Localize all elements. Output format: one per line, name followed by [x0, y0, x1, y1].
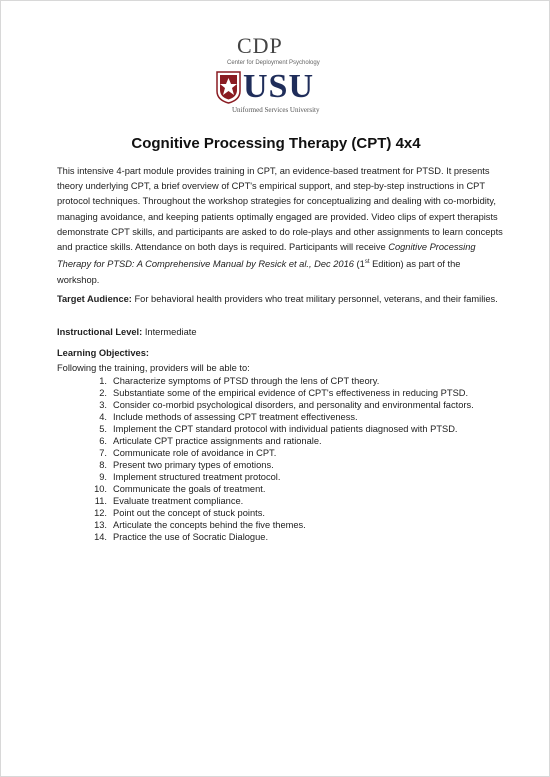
item-number: 6. [99, 436, 107, 446]
cdp-subtitle: Center for Deployment Psychology [227, 60, 320, 66]
item-text: Communicate the goals of treatment. [113, 484, 266, 494]
item-text: Implement structured treatment protocol. [113, 472, 281, 482]
intro-paragraph [57, 164, 503, 288]
item-number: 1. [99, 376, 107, 386]
list-item [85, 423, 474, 435]
item-text: Evaluate treatment compliance. [113, 496, 244, 506]
item-text: Present two primary types of emotions. [113, 460, 274, 470]
item-text: Articulate the concepts behind the five themes. [113, 520, 306, 530]
list-item [85, 447, 474, 459]
item-text: Point out the concept of stuck points. [113, 508, 265, 518]
item-number: 8. [99, 460, 107, 470]
item-text: Articulate CPT practice assignments and rationale. [113, 436, 322, 446]
list-item [85, 387, 474, 399]
intro-text-end: Edition) as part of the workshop. [57, 259, 461, 285]
item-number: 5. [99, 424, 107, 434]
item-text: Substantiate some of the empirical evidence of CPT's effectiveness in reducing PTSD. [113, 388, 469, 398]
list-item [85, 531, 474, 543]
item-number: 11. [94, 496, 107, 506]
list-item [85, 459, 474, 471]
list-item [85, 399, 474, 411]
cdp-logo-text: CDP [237, 33, 283, 58]
usu-logo-text: USU [243, 68, 315, 105]
item-number: 13. [94, 520, 107, 530]
item-text: Consider co-morbid psychological disorders, and personality and environmental factors. [113, 400, 474, 410]
item-number: 3. [99, 400, 107, 410]
item-number: 9. [99, 472, 107, 482]
list-item [85, 471, 474, 483]
objectives-intro: Following the training, providers will be able to: [57, 363, 250, 373]
target-audience [57, 292, 503, 307]
list-item [85, 507, 474, 519]
item-number: 12. [94, 508, 107, 518]
intro-text: This intensive 4-part module provides training in CPT, an evidence-based treatment for PTSD. It presents theory underlying CPT, a brief overview of CPT's empirical support, and step-by-step instructions in CPT protocol techniques. Throughout the workshop strategies for conceptualizing and dealing with co-morbidity, managing avoidance, and keeping patients optimally engaged are provided. Video clips of expert therapists demonstrate CPT skills, and participants are asked to do role-plays and other assignments to learn concepts and practice skills. Attendance on both days is required. Participants will receive [57, 166, 503, 253]
objectives-list [85, 375, 474, 543]
item-text: Characterize symptoms of PTSD through the lens of CPT theory. [113, 376, 380, 386]
list-item [85, 519, 474, 531]
item-text: Include methods of assessing CPT treatment effectiveness. [113, 412, 358, 422]
book-title: Cognitive Processing Therapy for PTSD: A Comprehensive Manual by Resick et al., Dec 2016 [57, 242, 476, 270]
item-number: 14. [94, 532, 107, 542]
instructional-level-label: Instructional Level: [57, 327, 143, 337]
item-text: Practice the use of Socratic Dialogue. [113, 532, 269, 542]
instructional-level [57, 325, 197, 340]
objectives-heading: Learning Objectives: [57, 348, 149, 358]
list-item [85, 495, 474, 507]
item-number: 7. [99, 448, 107, 458]
usu-subtitle: Uniformed Services University [232, 106, 320, 114]
edition-superscript: st [364, 259, 370, 266]
usu-seal-icon [216, 71, 241, 104]
list-item [85, 483, 474, 495]
item-text: Communicate role of avoidance in CPT. [113, 448, 277, 458]
page-title: Cognitive Processing Therapy (CPT) 4x4 [131, 135, 421, 152]
item-number: 2. [99, 388, 107, 398]
list-item [85, 435, 474, 447]
target-audience-value: For behavioral health providers who treat military personnel, veterans, and their families. [131, 294, 498, 304]
intro-text-edition: (1 [353, 259, 365, 270]
target-audience-label: Target Audience: [57, 294, 132, 304]
item-number: 10. [94, 484, 107, 494]
list-item [85, 375, 474, 387]
instructional-level-value: Intermediate [142, 327, 197, 337]
list-item [85, 411, 474, 423]
item-text: Implement the CPT standard protocol with individual patients diagnosed with PTSD. [113, 424, 458, 434]
item-number: 4. [99, 412, 107, 422]
